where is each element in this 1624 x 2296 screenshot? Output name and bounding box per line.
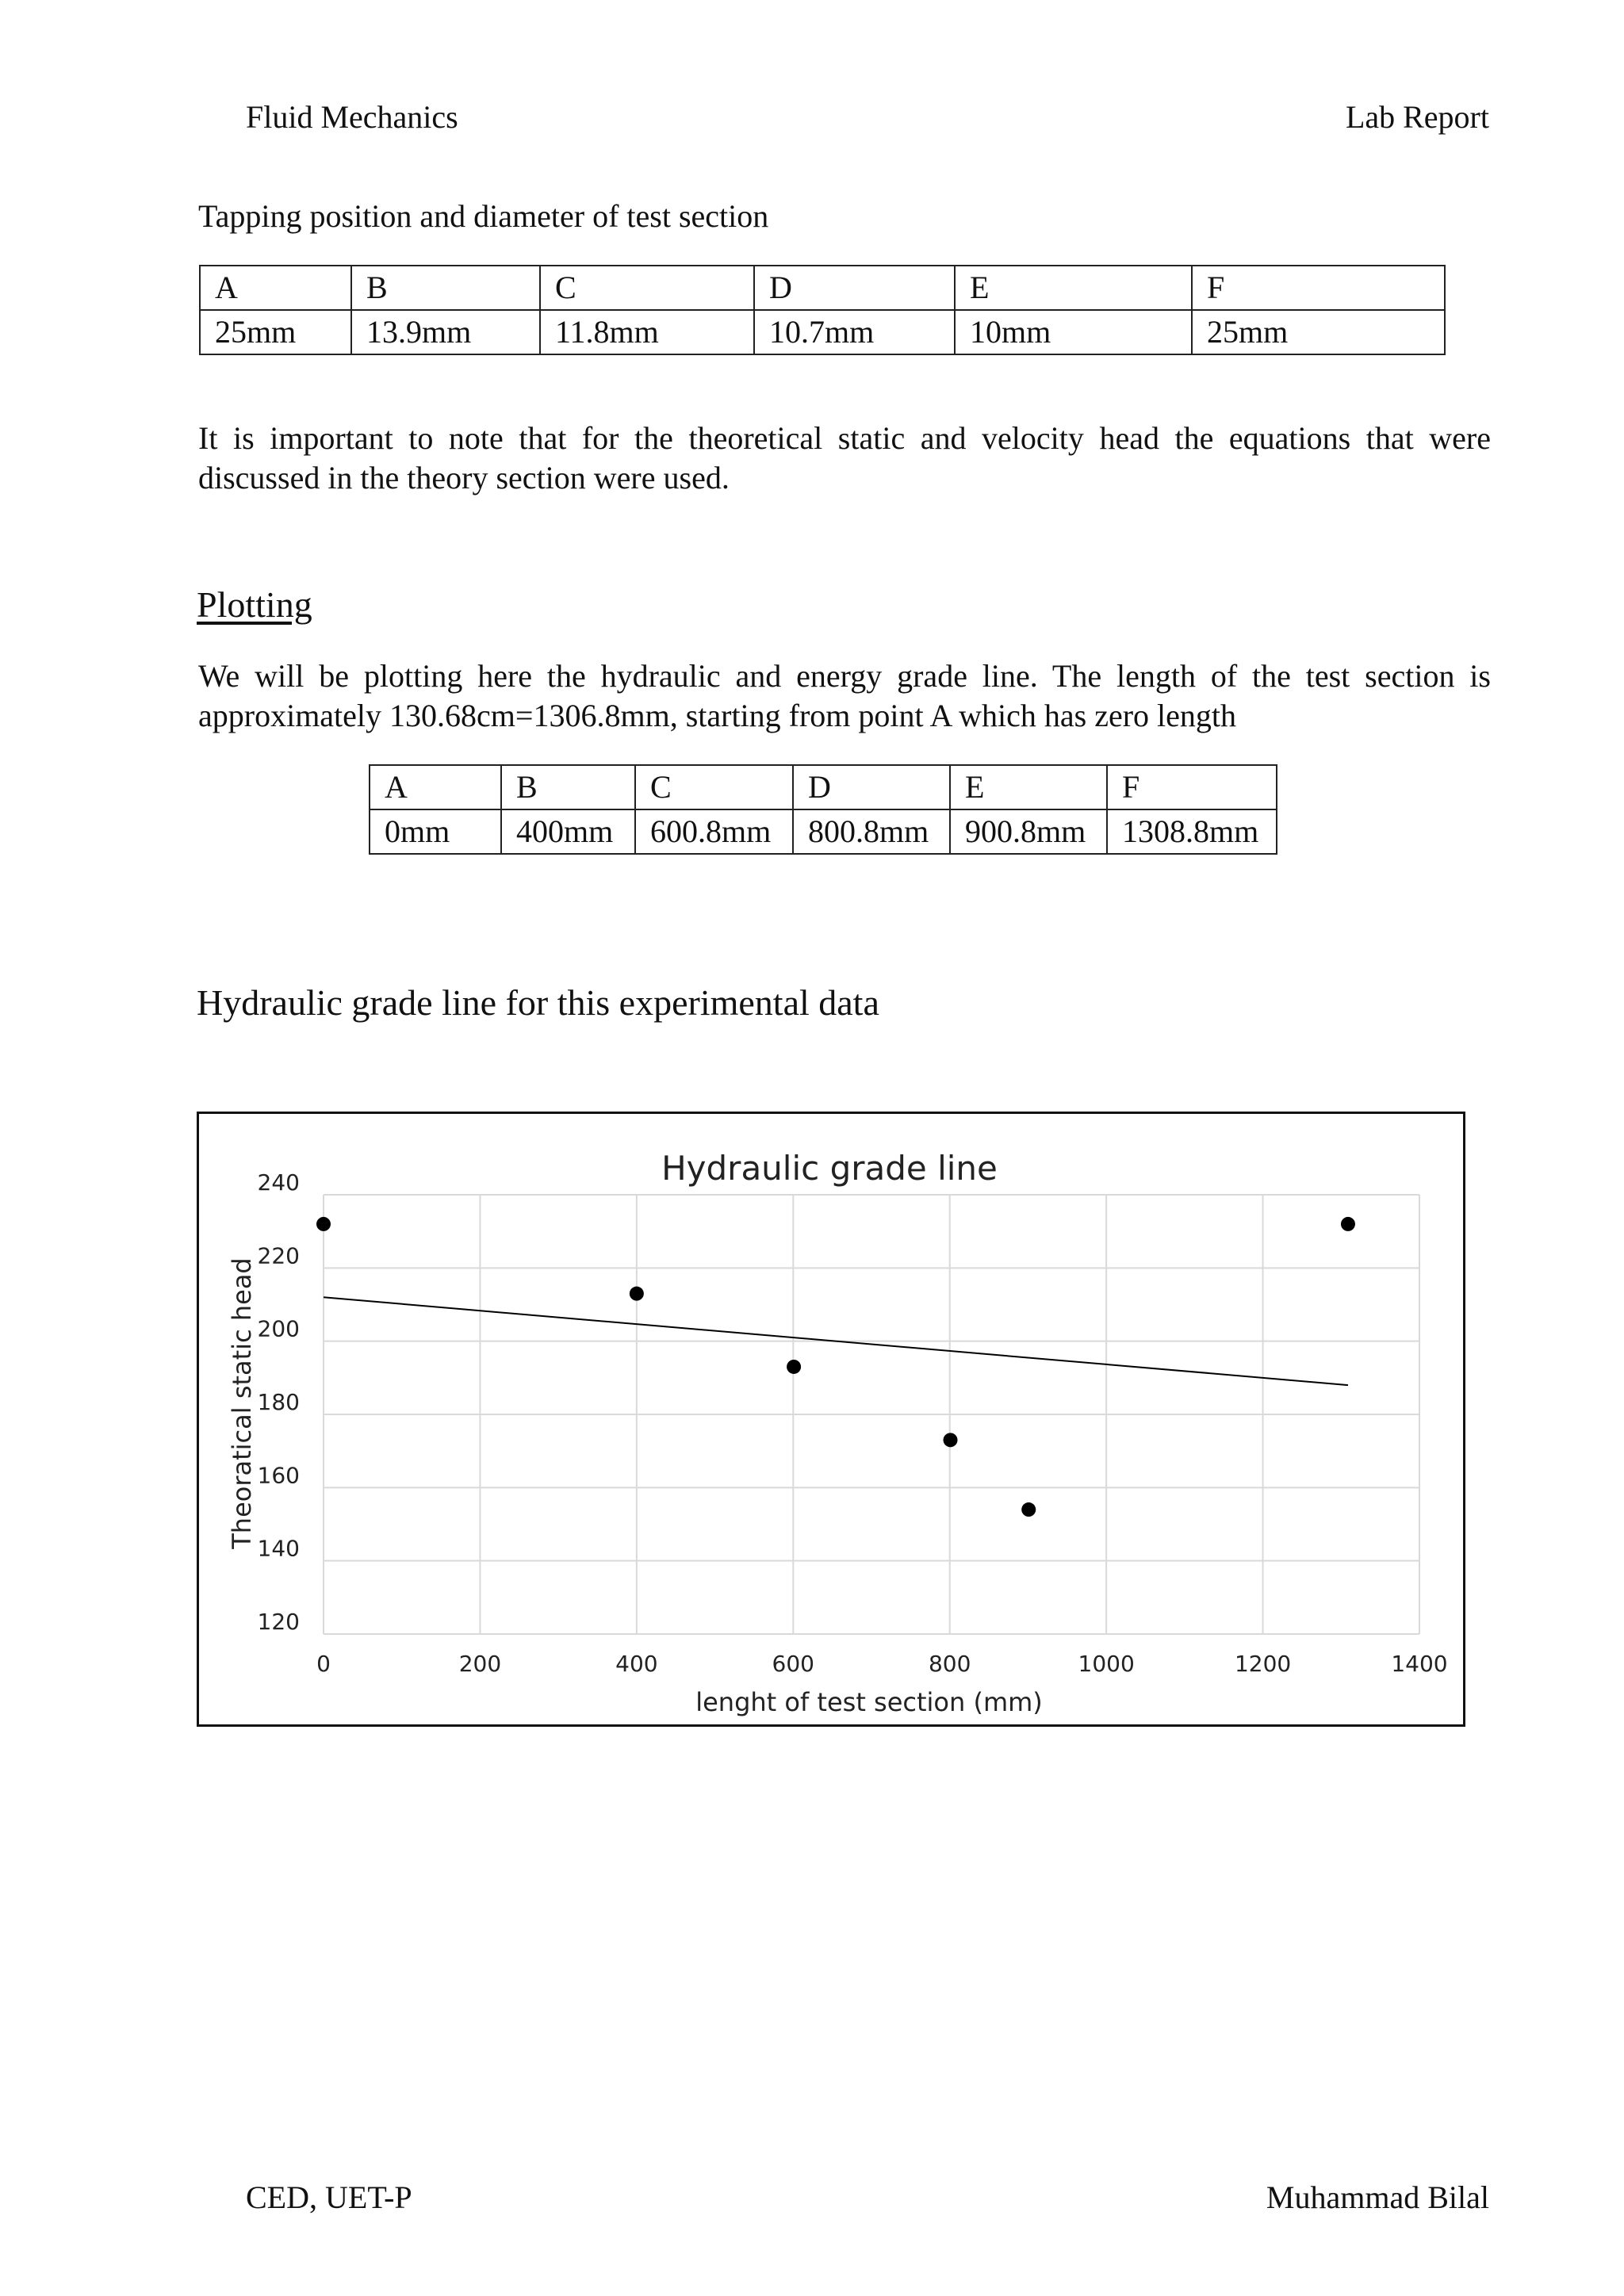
length-table [369, 764, 1277, 855]
x-tick-label: 200 [458, 1651, 502, 1677]
header-report-label: Lab Report [1345, 99, 1489, 135]
note-paragraph: It is important to note that for the theoretical static and velocity head the equations that were discussed in the theory section were used. [198, 420, 1491, 496]
table-header-cell: E [955, 266, 1192, 310]
table-cell: 25mm [200, 310, 351, 354]
y-tick-labels [258, 1169, 300, 1635]
data-point [630, 1287, 644, 1301]
x-tick-labels [316, 1651, 1448, 1677]
x-tick-label: 1000 [1078, 1651, 1135, 1677]
y-tick-label: 240 [257, 1169, 300, 1196]
table-cell: 0mm [370, 809, 501, 854]
table-header-cell: D [793, 765, 950, 809]
y-tick-label: 120 [257, 1609, 300, 1635]
table-cell: 10mm [955, 310, 1192, 354]
chart-canvas [199, 1114, 1463, 1724]
table-header-row [370, 765, 1277, 809]
table-cell: 800.8mm [793, 809, 950, 854]
x-tick-label: 600 [772, 1651, 815, 1677]
table-cell: 25mm [1192, 310, 1445, 354]
chart-grid [324, 1195, 1419, 1634]
table-row [200, 310, 1445, 354]
table-header-cell: B [501, 765, 635, 809]
y-axis-label: Theoratical static head [227, 1257, 257, 1549]
table-header-cell: B [351, 266, 540, 310]
hgl-heading: Hydraulic grade line for this experimental data [197, 982, 879, 1023]
footer-author: Muhammad Bilal [1266, 2179, 1489, 2215]
hydraulic-grade-line-chart [197, 1112, 1465, 1727]
data-point [787, 1360, 801, 1374]
chart-title: Hydraulic grade line [661, 1149, 998, 1188]
table-header-cell: C [540, 266, 754, 310]
table-header-cell: A [200, 266, 351, 310]
header-title: Fluid Mechanics [246, 99, 458, 135]
data-point [1021, 1502, 1036, 1517]
table-header-cell: D [754, 266, 955, 310]
table-header-cell: A [370, 765, 501, 809]
x-tick-label: 800 [928, 1651, 971, 1677]
plotting-paragraph: We will be plotting here the hydraulic and energy grade line. The length of the test section is approximately 130.68cm=1306.8mm, starting from point A which has zero length [198, 658, 1491, 733]
diameter-table [199, 265, 1446, 355]
table-header-cell: F [1192, 266, 1445, 310]
table-row [370, 809, 1277, 854]
table-header-cell: C [635, 765, 793, 809]
data-point [1341, 1217, 1355, 1231]
y-tick-label: 200 [257, 1315, 300, 1342]
y-tick-label: 180 [257, 1389, 300, 1415]
y-tick-label: 220 [257, 1242, 300, 1269]
table-cell: 1308.8mm [1107, 809, 1277, 854]
x-tick-label: 400 [615, 1651, 658, 1677]
y-tick-label: 140 [257, 1535, 300, 1562]
chart-points [316, 1217, 1355, 1517]
x-tick-label: 1400 [1391, 1651, 1448, 1677]
table-cell: 600.8mm [635, 809, 793, 854]
data-point [316, 1217, 331, 1231]
table-cell: 400mm [501, 809, 635, 854]
footer-institution: CED, UET-P [246, 2179, 412, 2215]
x-tick-label: 1200 [1234, 1651, 1292, 1677]
plotting-heading: Plotting [197, 584, 312, 625]
x-tick-label: 0 [316, 1651, 331, 1677]
table-cell: 13.9mm [351, 310, 540, 354]
table-header-cell: E [950, 765, 1107, 809]
table-header-cell: F [1107, 765, 1277, 809]
y-tick-label: 160 [257, 1462, 300, 1489]
data-point [944, 1433, 958, 1447]
table-header-row [200, 266, 1445, 310]
table-caption: Tapping position and diameter of test section [198, 198, 769, 234]
x-axis-label: lenght of test section (mm) [695, 1687, 1043, 1717]
table-cell: 10.7mm [754, 310, 955, 354]
table-cell: 900.8mm [950, 809, 1107, 854]
table-cell: 11.8mm [540, 310, 754, 354]
